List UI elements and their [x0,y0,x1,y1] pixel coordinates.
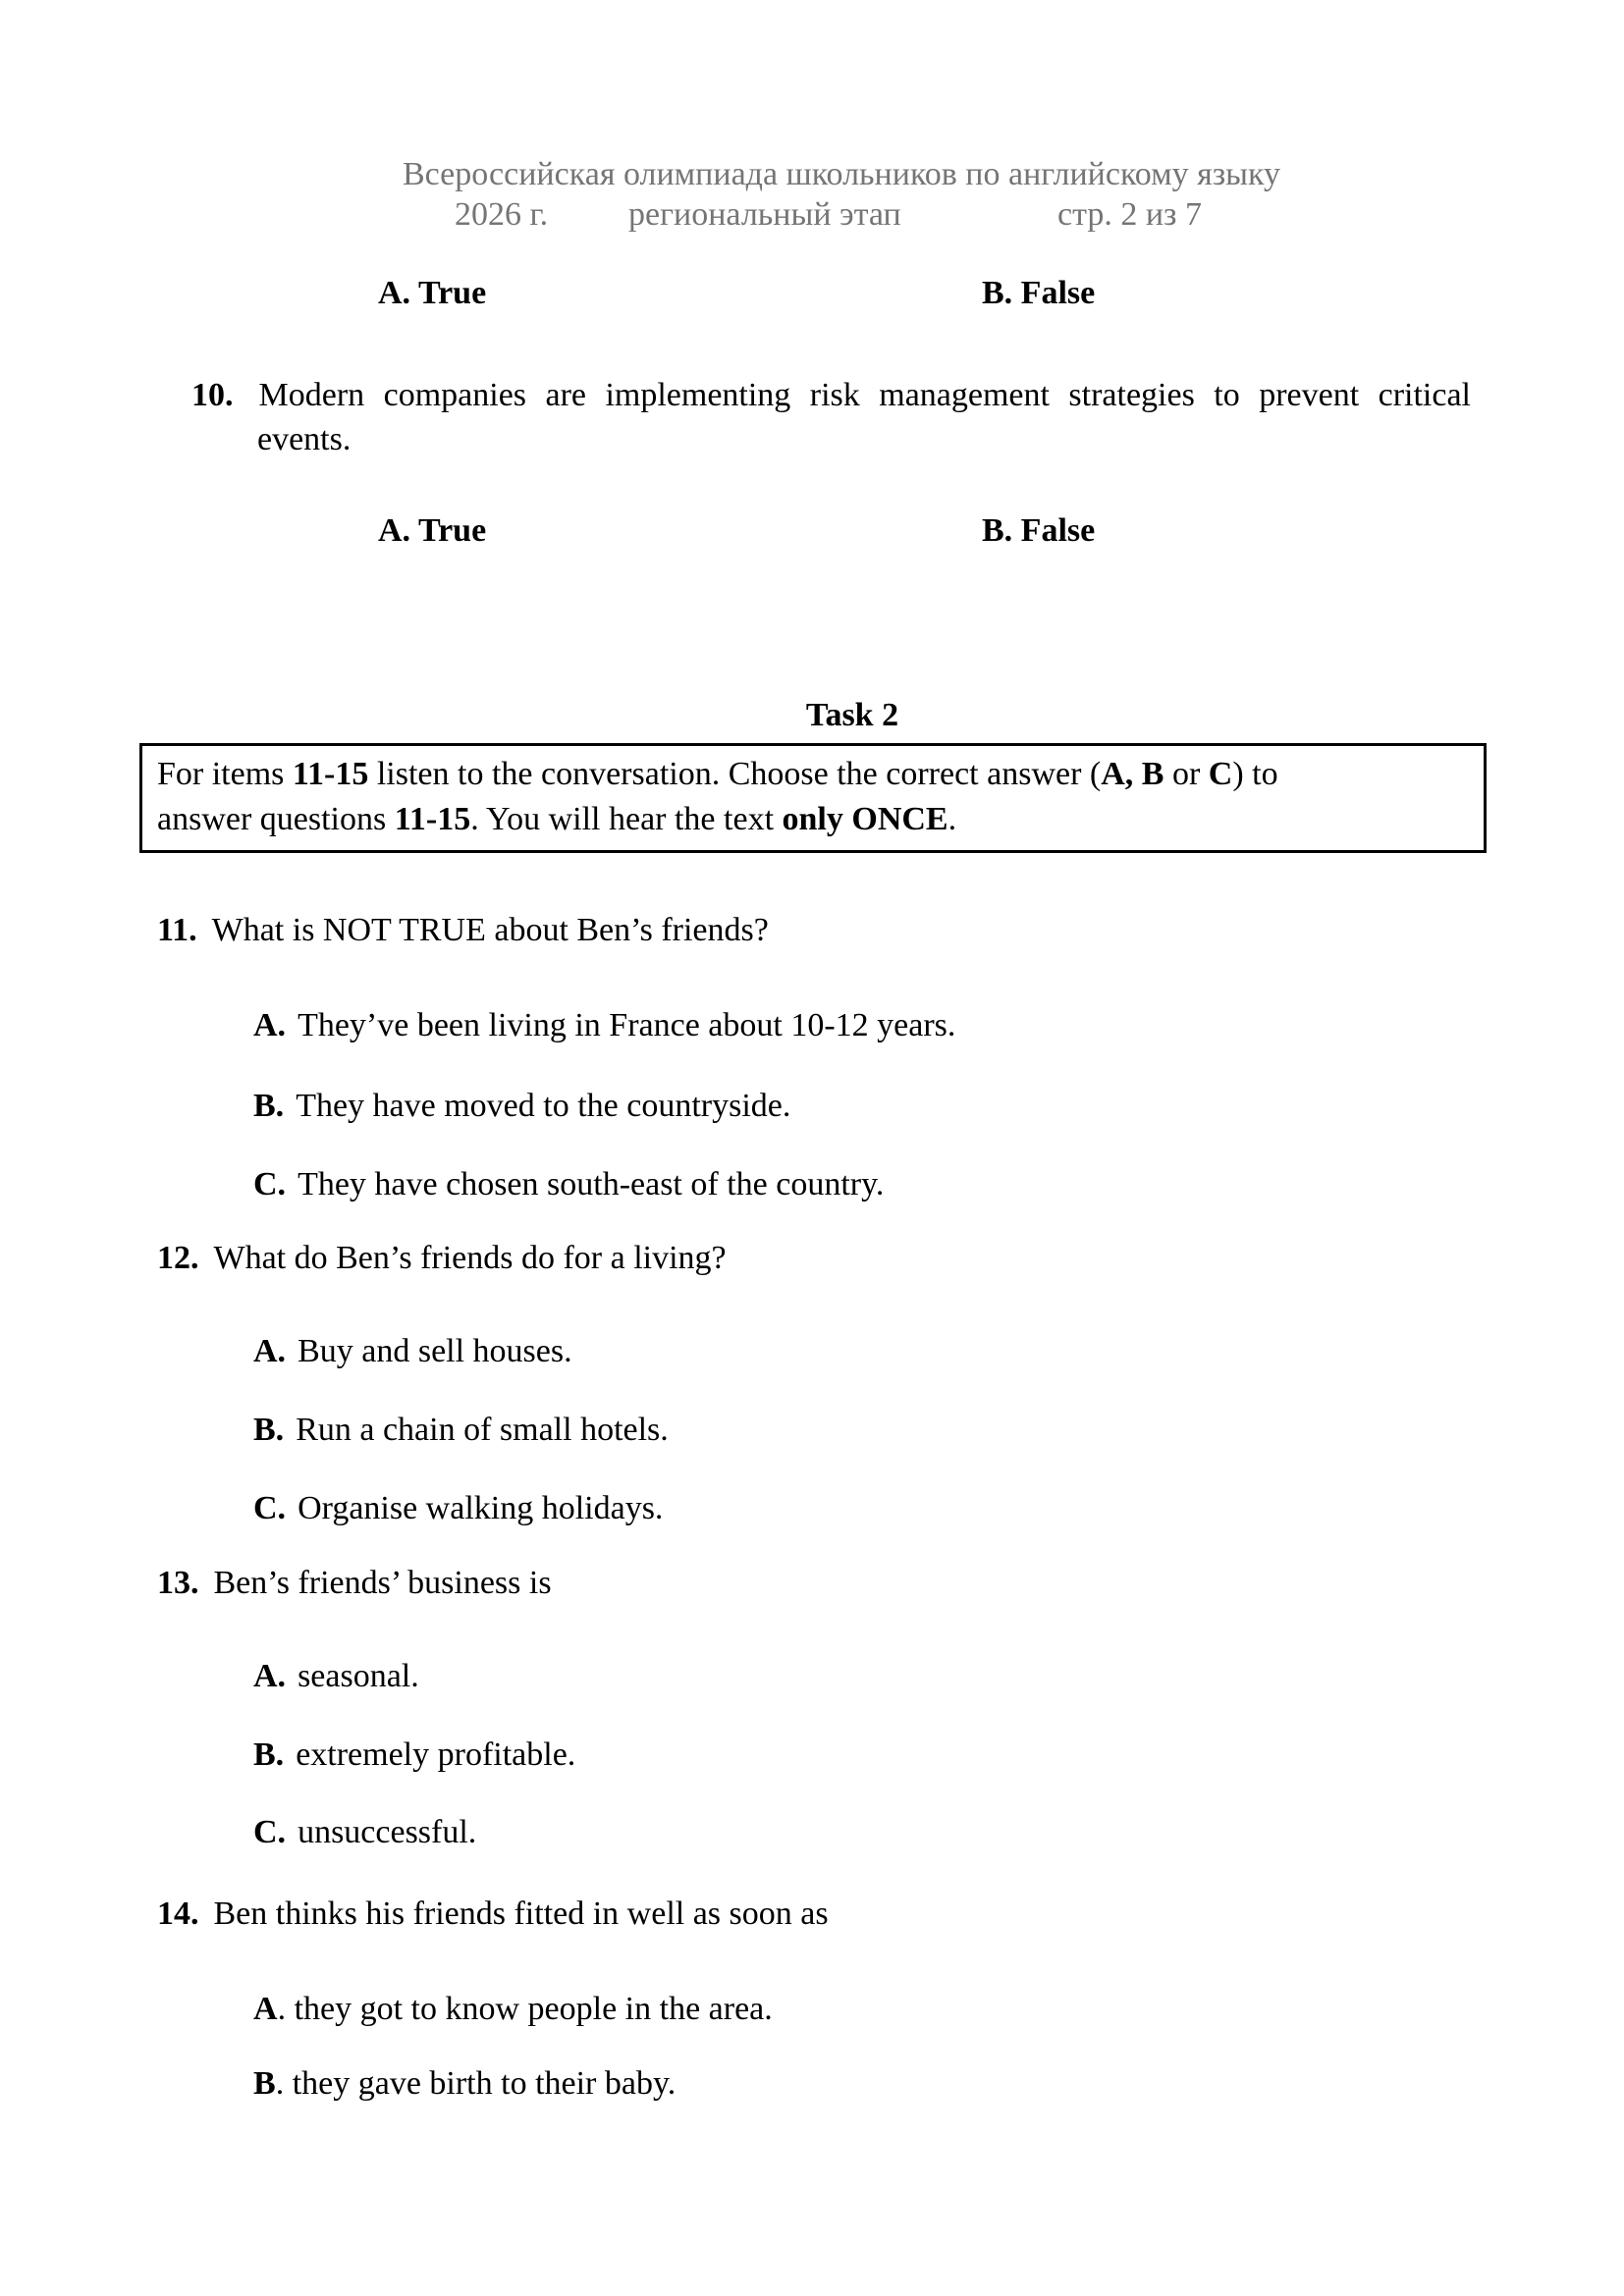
option-letter: C. [253,1166,287,1202]
instruction-line [157,752,1470,797]
instruction-segment: listen to the conversation. Choose the correct answer ( [368,756,1102,792]
question-12-option-c [253,1486,663,1530]
option-letter: A. [253,1658,287,1694]
question-number: 12. [157,1240,199,1276]
question-13 [157,1561,552,1605]
question-text: Modern companies are implementing risk management strategies to prevent critical events. [257,377,1471,457]
instruction-line [157,797,1470,842]
option-text: extremely profitable. [296,1736,576,1773]
question-12 [157,1236,727,1280]
question-text: What do Ben’s friends do for a living? [213,1240,727,1276]
instruction-segment: only ONCE [782,801,948,837]
question-11-option-a [253,1003,955,1047]
question-number: 10. [191,377,234,413]
question-14-option-b [253,2061,676,2106]
option-letter: A [253,1991,278,2027]
option-letter: C. [253,1814,287,1850]
option-false: B. False [982,275,1096,311]
instruction-segment: 11-15 [394,801,471,837]
option-true: A. True [378,275,487,311]
option-letter: B. [253,1088,285,1124]
option-true: A. True [378,512,487,549]
option-text: Run a chain of small hotels. [296,1412,669,1448]
question-13-option-b [253,1733,575,1777]
instruction-segment: answer questions [157,801,395,837]
instruction-segment: or [1164,756,1209,792]
option-letter: B [253,2065,276,2102]
header-stage: региональный этап [628,196,901,233]
option-text: . they got to know people in the area. [277,1991,773,2027]
header-page-indicator: стр. 2 из 7 [1057,196,1202,233]
instruction-segment: . [947,801,957,837]
instruction-segment: . You will hear the text [470,801,783,837]
option-text: They have moved to the countryside. [296,1088,791,1124]
option-false: B. False [982,512,1096,549]
question-11-option-c [253,1162,884,1206]
option-text: Buy and sell houses. [298,1333,572,1369]
question-number: 14. [157,1896,199,1932]
option-letter: A. [253,1007,287,1043]
question-number: 11. [157,912,197,948]
instruction-segment: For items [157,756,293,792]
option-text: They have chosen south-east of the country. [298,1166,885,1202]
question-text: Ben’s friends’ business is [213,1565,552,1601]
question-13-option-c [253,1810,476,1854]
option-letter: A. [253,1333,287,1369]
question-14-option-a [253,1987,773,2031]
question-11-option-b [253,1084,790,1128]
option-text: seasonal. [298,1658,419,1694]
option-text: They’ve been living in France about 10-12 years. [298,1007,956,1043]
option-text: Organise walking holidays. [298,1490,664,1526]
task-2-heading: Task 2 [805,697,899,733]
option-text: . they gave birth to their baby. [275,2065,677,2102]
instruction-segment: C [1208,756,1233,792]
question-text: What is NOT TRUE about Ben’s friends? [211,912,769,948]
option-letter: C. [253,1490,287,1526]
option-text: unsuccessful. [298,1814,477,1850]
question-12-option-b [253,1408,669,1452]
instruction-segment: ) to [1232,756,1278,792]
task-2-instructions-box [139,743,1487,853]
question-14 [157,1892,829,1936]
question-11 [157,908,769,952]
question-text: Ben thinks his friends fitted in well as soon as [213,1896,829,1932]
header-year: 2026 г. [455,196,549,233]
option-letter: B. [253,1412,285,1448]
question-10 [191,373,1471,461]
question-number: 13. [157,1565,199,1601]
instruction-segment: 11-15 [292,756,369,792]
instruction-segment: A, B [1101,756,1164,792]
question-13-option-a [253,1654,419,1698]
question-12-option-a [253,1329,572,1373]
header-title: Всероссийская олимпиада школьников по английскому языку [402,156,1281,192]
option-letter: B. [253,1736,285,1773]
